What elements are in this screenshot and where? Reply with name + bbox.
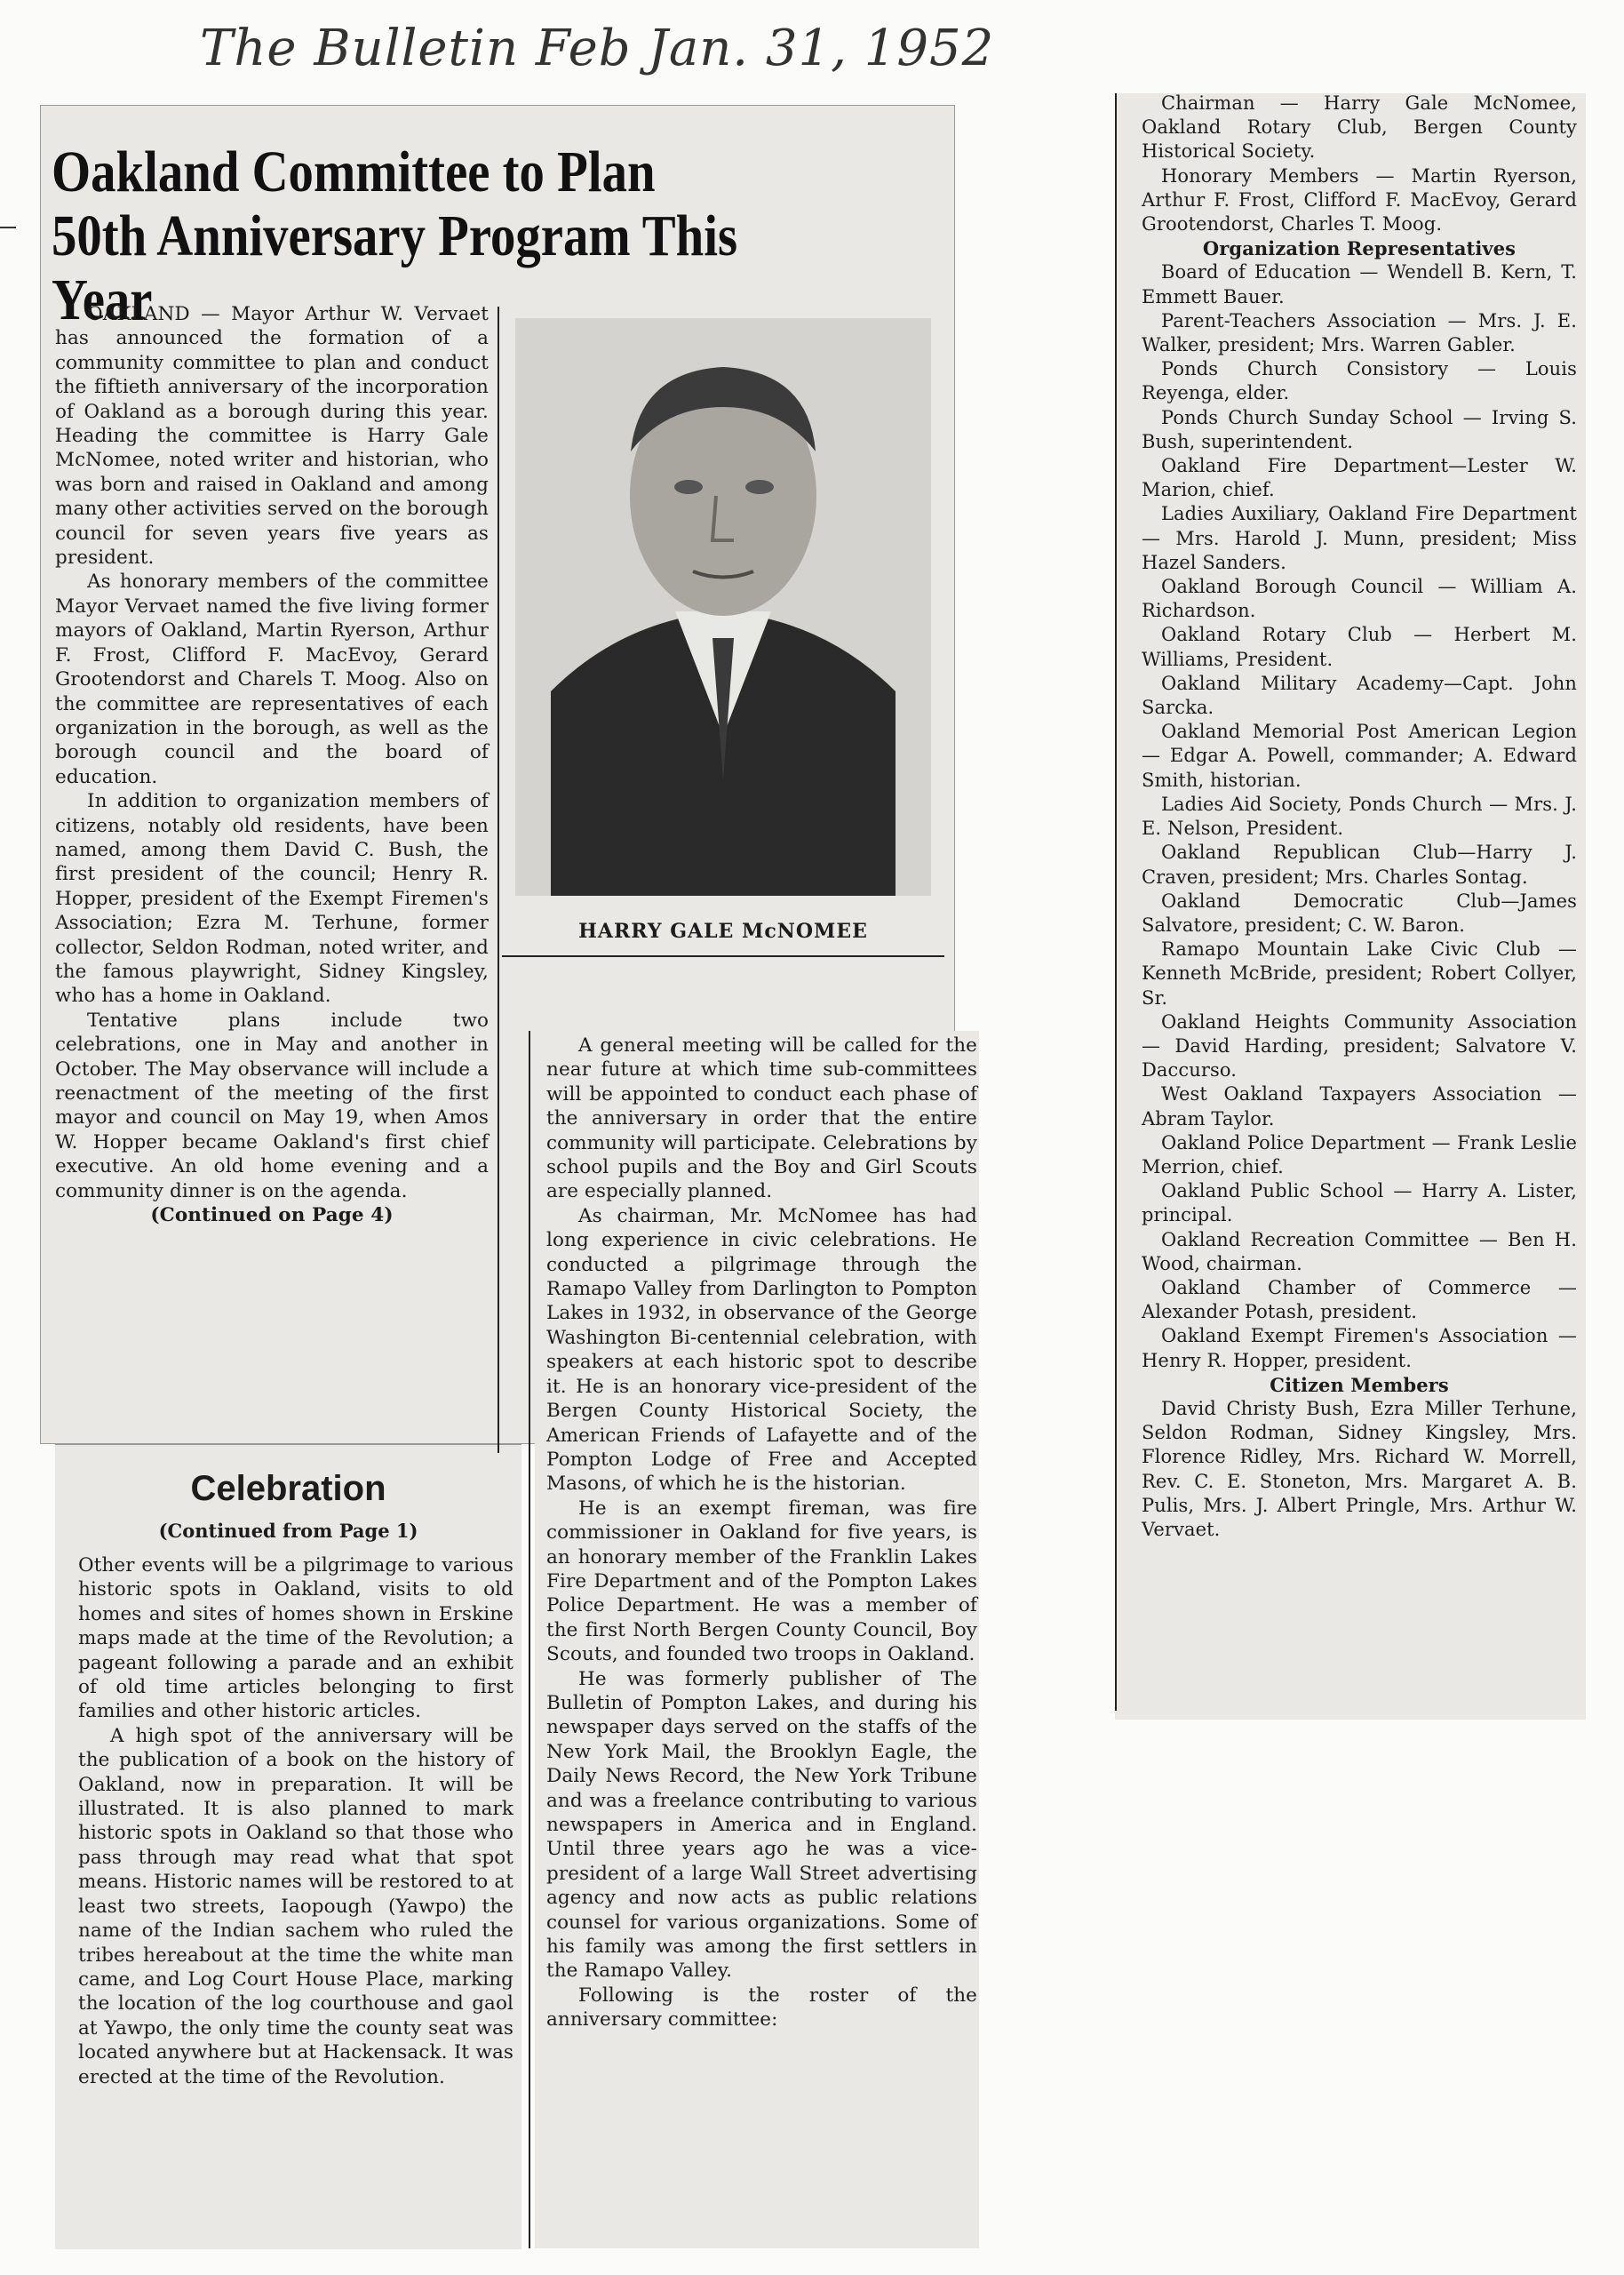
- celebration-column: [78, 1553, 513, 2089]
- roster-entry: Oakland Fire Department—Lester W. Marion, chief.: [1142, 455, 1577, 501]
- headline: Oakland Committee to Plan 50th Anniversary Program This Year: [52, 140, 738, 332]
- column-rule: [1115, 93, 1117, 1711]
- column-rule: [529, 1031, 530, 2248]
- roster-entry: Parent-Teachers Association — Mrs. J. E. Walker, president; Mrs. Warren Gabler.: [1142, 309, 1577, 356]
- roster-entry: Chairman — Harry Gale McNomee, Oakland Rotary Club, Bergen County Historical Society.: [1142, 92, 1577, 163]
- roster-entry: David Christy Bush, Ezra Miller Terhune, Seldon Rodman, Sidney Kingsley, Mrs. Florence Ridley, Mrs. Richard W. Morrell, Rev. C. E. Stoneton, Mrs. Margaret A. B. Pulis, Mrs. J. Albert Pringle, Mrs. Arthur W. Vervaet.: [1142, 1397, 1577, 1540]
- portrait-photo: [515, 318, 931, 896]
- roster-entry: Oakland Exempt Firemen's Association — Henry R. Hopper, president.: [1142, 1325, 1577, 1371]
- roster-entry: Oakland Republican Club—Harry J. Craven, president; Mrs. Charles Sontag.: [1142, 842, 1577, 888]
- roster-entry: Oakland Police Department — Frank Leslie Merrion, chief.: [1142, 1131, 1577, 1177]
- roster-section-heading: Citizen Members: [1270, 1373, 1449, 1396]
- roster-entry: Ladies Auxiliary, Oakland Fire Department — Mrs. Harold J. Munn, president; Miss Hazel Sanders.: [1142, 503, 1577, 573]
- continued-note: (Continued on Page 4): [150, 1204, 394, 1227]
- roster-entry: Oakland Rotary Club — Herbert M. Williams, President.: [1142, 624, 1577, 670]
- photo-caption: HARRY GALE McNOMEE: [578, 920, 868, 943]
- paragraph: A general meeting will be called for the near future at which time sub-committees will be appointed to conduct each phase of the anniversary in order that the entire community will participate. Celebrations by school pupils and the Boy and Girl Scouts are especially planned.: [546, 1034, 977, 1203]
- roster-entry: Ramapo Mountain Lake Civic Club — Kenneth McBride, president; Robert Collyer, Sr.: [1142, 938, 1577, 1009]
- article-column-2: [546, 1034, 977, 2032]
- roster-entry: Ponds Church Consistory — Louis Reyenga, elder.: [1142, 358, 1577, 404]
- paragraph: A high spot of the anniversary will be the publication of a book on the history of Oakland, now in preparation. It will be illustrated. It is also planned to mark historic spots in Oakland so that those who pass through may read what that spot means. Historic names will be restored to at least two streets, Iaopough (Yawpo) the name of the Indian sachem who ruled the tribes hereabout at the time the white man came, and Log Court House Place, marking the location of the log courthouse and gaol at Yawpo, the only time the county seat was located anywhere but at Hackensack. It was erected at the time of the Revolution.: [78, 1724, 513, 2088]
- roster-entry: Oakland Military Academy—Capt. John Sarcka.: [1142, 672, 1577, 719]
- celebration-continued-note: (Continued from Page 1): [158, 1520, 418, 1542]
- caption-rule: [502, 955, 944, 957]
- roster-entry: Oakland Democratic Club—James Salvatore, president; C. W. Baron.: [1142, 890, 1577, 936]
- paragraph: As chairman, Mr. McNomee has had long experience in civic celebrations. He conducted a pilgrimage through the Ramapo Valley from Darlington to Pompton Lakes in 1932, in observance of the George Washington Bi-centennial celebration, with speakers at each historic spot to describe it. He is an honorary vice-president of the Bergen County Historical Society, the American Friends of Lafayette and of the Pompton Lodge of Free and Accepted Masons, of which he is the historian.: [546, 1204, 977, 1496]
- roster-entry: Oakland Memorial Post American Legion — Edgar A. Powell, commander; A. Edward Smith, historian.: [1142, 721, 1577, 791]
- roster-entry: Oakland Chamber of Commerce — Alexander Potash, president.: [1142, 1276, 1577, 1323]
- margin-mark: [0, 227, 16, 228]
- paragraph: OAKLAND — Mayor Arthur W. Vervaet has announced the formation of a community committee to plan and conduct the fiftieth anniversary of the incorporation of Oakland as a borough during this year. Heading the committee is Harry Gale McNomee, noted writer and historian, who was born and raised in Oakland and among many other activities served on the borough council for seven years five years as president.: [55, 303, 489, 570]
- roster-section-heading: Organization Representatives: [1202, 237, 1517, 260]
- portrait-image: [515, 318, 931, 896]
- paragraph: Tentative plans include two celebrations, one in May and another in October. The May observance will include a reenactment of the meeting of the first mayor and council on May 19, when Amos W. Hopper became Oakland's first chief executive. An old home evening and a community dinner is on the agenda.: [55, 1009, 489, 1202]
- roster-entry: Honorary Members — Martin Ryerson, Arthur F. Frost, Clifford F. MacEvoy, Gerard Grootendorst, Charles T. Moog.: [1142, 164, 1577, 235]
- column-rule: [498, 307, 499, 1453]
- roster-entry: Oakland Borough Council — William A. Richardson.: [1142, 576, 1577, 622]
- paragraph: He was formerly publisher of The Bulletin of Pompton Lakes, and during his newspaper days served on the staffs of the New York Mail, the Brooklyn Eagle, the Daily News Record, the New York Tribune and was a freelance contributing to various newspapers in America and in England. Until three years ago he was a vice-president of a large Wall Street advertising agency and now acts as public relations counsel for various organizations. Some of his family was among the first settlers in the Ramapo Valley.: [546, 1667, 977, 1983]
- roster-entry: Oakland Heights Community Association — David Harding, president; Salvatore V. Daccurso.: [1142, 1010, 1577, 1082]
- paragraph: In addition to organization members of citizens, notably old residents, have been named, among them David C. Bush, the first president of the council; Henry R. Hopper, president of the Exempt Firemen's Association; Ezra M. Terhune, former collector, Seldon Rodman, noted writer, and the famous playwright, Sidney Kingsley, who has a home in Oakland.: [55, 790, 489, 1008]
- celebration-heading: Celebration: [190, 1469, 386, 1508]
- roster-entry: Oakland Recreation Committee — Ben H. Wood, chairman.: [1142, 1228, 1577, 1274]
- paragraph: As honorary members of the committee Mayor Vervaet named the five living former mayors of Oakland, Martin Ryerson, Arthur F. Frost, Clifford F. MacEvoy, Gerard Grootendorst and Charels T. Moog. Also on the committee are representatives of each organization in the borough, as well as the borough council and the board of education.: [55, 571, 489, 788]
- handwritten-date-note: The Bulletin Feb Jan. 31, 1952: [200, 20, 995, 77]
- roster-entry: West Oakland Taxpayers Association — Abram Taylor.: [1142, 1083, 1577, 1130]
- roster-entry: Board of Education — Wendell B. Kern, T. Emmett Bauer.: [1142, 261, 1577, 307]
- roster-entry: Ponds Church Sunday School — Irving S. Bush, superintendent.: [1142, 406, 1577, 452]
- article-column-1: [55, 302, 489, 1227]
- paragraph: He is an exempt fireman, was fire commissioner in Oakland for five years, is an honorary member of the Franklin Lakes Fire Department and of the Pompton Lakes Police Department. He was a member of the first North Bergen County Council, Boy Scouts, and founded two troops in Oakland.: [546, 1497, 977, 1666]
- roster-entry: Oakland Public School — Harry A. Lister, principal.: [1142, 1180, 1577, 1226]
- paragraph: Other events will be a pilgrimage to various historic spots in Oakland, visits to old homes and sites of homes shown in Erskine maps made at the time of the Revolution; a pageant following a parade and an exhibit of old time articles belonging to first families and other historic articles.: [78, 1554, 513, 1723]
- paragraph: Following is the roster of the anniversary committee:: [546, 1984, 977, 2032]
- roster-entry: Ladies Aid Society, Ponds Church — Mrs. J. E. Nelson, President.: [1142, 793, 1577, 840]
- roster-column: [1142, 92, 1577, 1542]
